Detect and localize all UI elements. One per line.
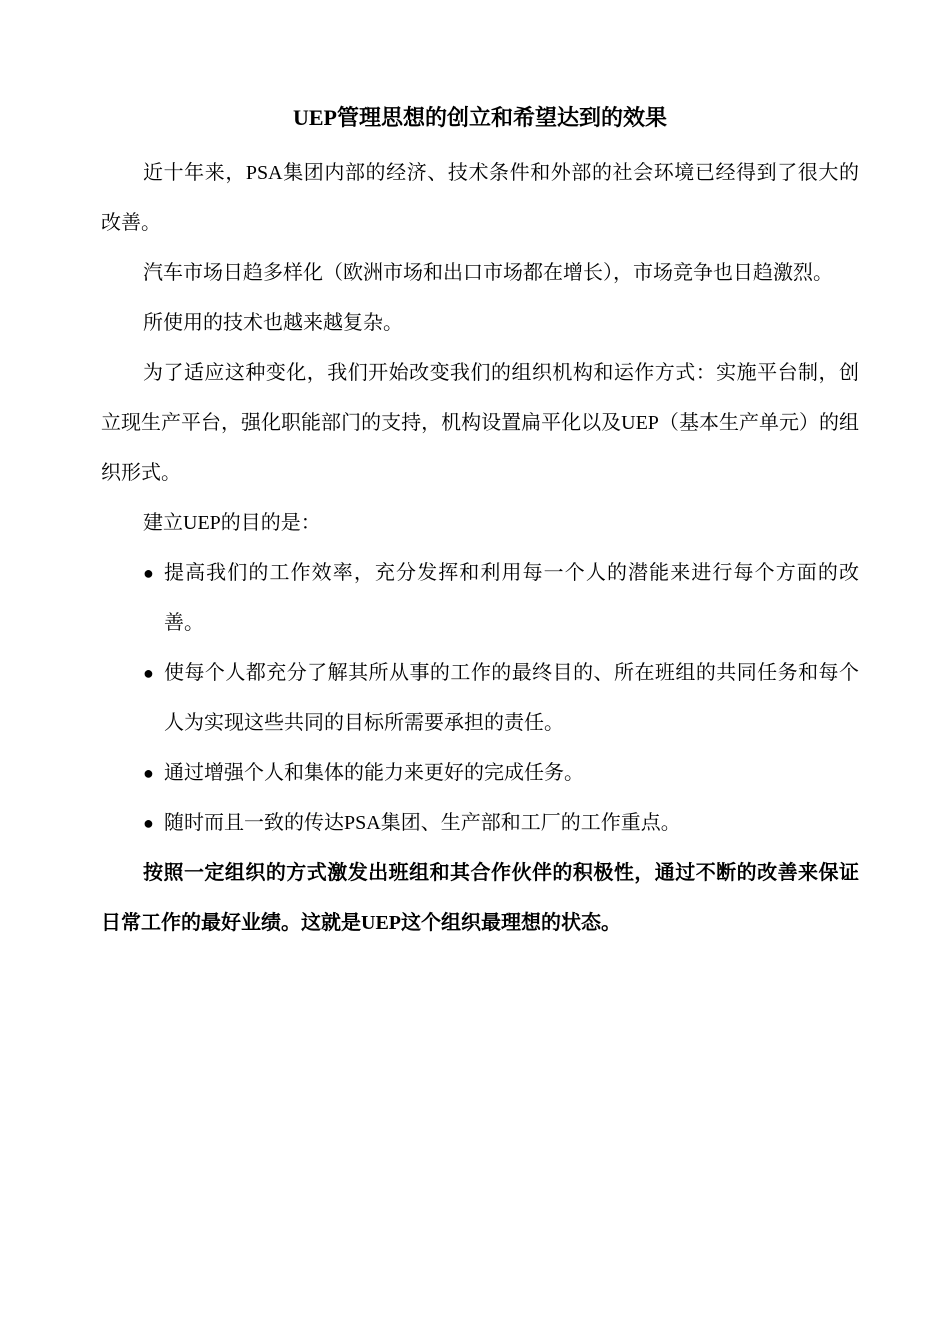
paragraph-technology: 所使用的技术也越来越复杂。 (143, 312, 403, 334)
paragraph-background: 近十年来，PSA集团内部的经济、技术条件和外部的社会环境已经得到了很大的改善。 (101, 162, 859, 234)
bullet-dot-icon: ● (143, 663, 154, 683)
list-item-text: 提高我们的工作效率，充分发挥和利用每一个人的潜能来进行每个方面的改善。 (164, 562, 859, 634)
document-body (101, 98, 859, 948)
bullet-dot-icon: ● (143, 813, 154, 833)
bullet-dot-icon: ● (143, 563, 154, 583)
conclusion-paragraph: 按照一定组织的方式激发出班组和其合作伙伴的积极性，通过不断的改善来保证日常工作的最好业绩。这就是UEP这个组织最理想的状态。 (101, 862, 859, 934)
paragraph-uep-purpose-intro: 建立UEP的目的是： (143, 512, 321, 534)
bullet-dot-icon: ● (143, 763, 154, 783)
list-item (143, 798, 859, 848)
document-title: UEP管理思想的创立和希望达到的效果 (292, 105, 667, 130)
list-item-text: 随时而且一致的传达PSA集团、生产部和工厂的工作重点。 (164, 812, 681, 834)
list-item-text: 使每个人都充分了解其所从事的工作的最终目的、所在班组的共同任务和每个人为实现这些共同的目标所需要承担的责任。 (164, 662, 859, 734)
list-item-text: 通过增强个人和集体的能力来更好的完成任务。 (164, 762, 584, 784)
list-item (143, 748, 859, 798)
uep-goals-list (101, 548, 859, 848)
paragraph-market: 汽车市场日趋多样化（欧洲市场和出口市场都在增长），市场竞争也日趋激烈。 (143, 262, 833, 284)
paragraph-organization-change: 为了适应这种变化，我们开始改变我们的组织机构和运作方式：实施平台制，创立现生产平台，强化职能部门的支持，机构设置扁平化以及UEP（基本生产单元）的组织形式。 (101, 362, 859, 484)
list-item (143, 648, 859, 748)
list-item (143, 548, 859, 648)
